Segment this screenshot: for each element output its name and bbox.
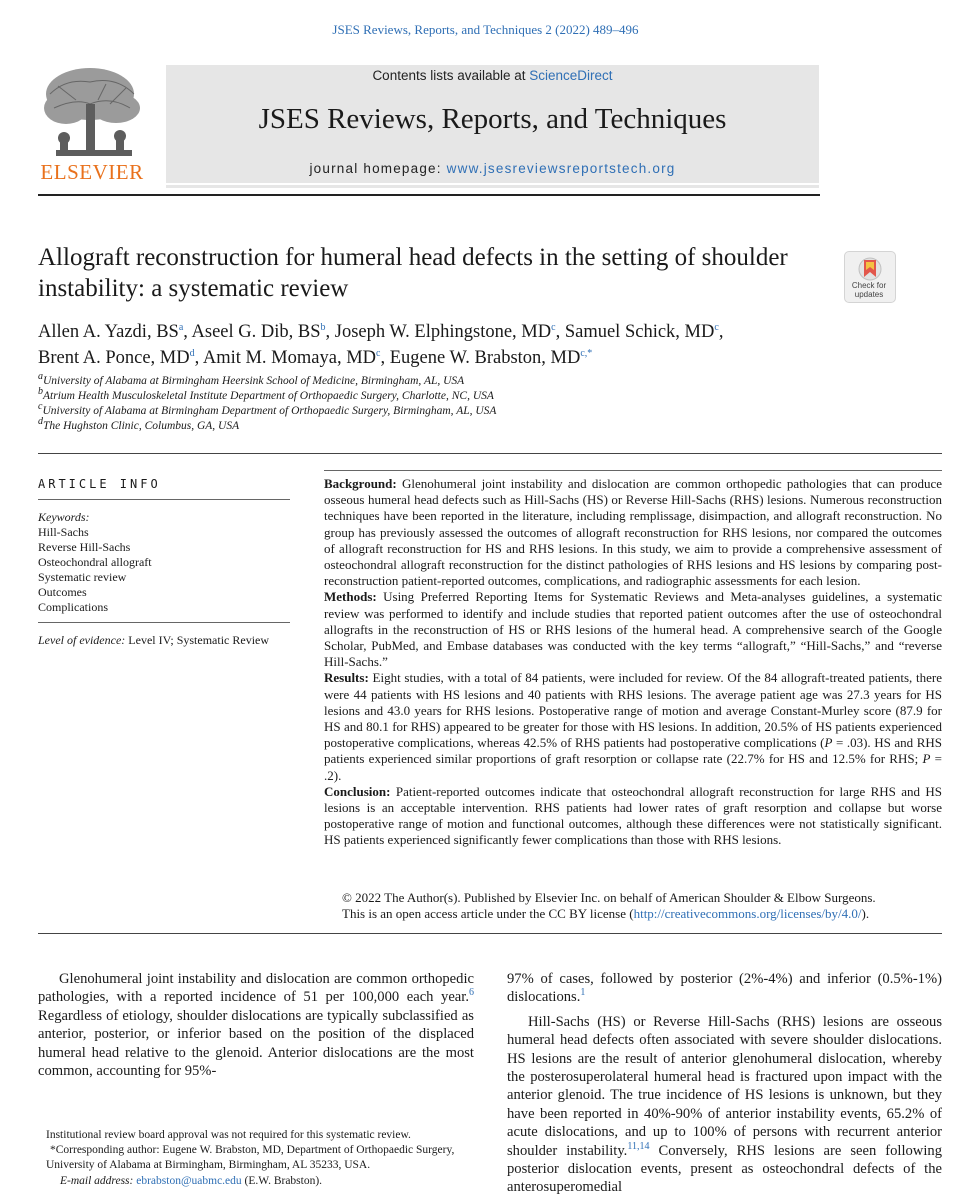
email-link[interactable]: ebrabston@uabmc.edu	[136, 1174, 242, 1187]
body-rule	[38, 933, 942, 934]
journal-citation: JSES Reviews, Reports, and Techniques 2 (2022) 489–496	[332, 22, 639, 37]
author: Amit M. Momaya, $MD^c$,	[202, 347, 390, 368]
keyword: Reverse Hill-Sachs	[38, 540, 131, 554]
author: Joseph W. Elphingstone, $MD^c$,	[334, 321, 565, 342]
corresponding-footnote: *Corresponding author: Eugene W. Brabston, MD, Department of Orthopaedic Surgery, University of Alabama at Birmingham, Birmingham, AL 35233, USA.	[46, 1144, 455, 1172]
article-info-rule	[38, 499, 290, 500]
keyword: Outcomes	[38, 585, 87, 599]
author: Eugene W. Brabston, $MD^{c,*}$	[389, 347, 593, 368]
abstract-methods: Methods: Using Preferred Reporting Items for Systematic Reviews and Meta-analyses guidelines, a systematic review was performed to identify and include studies that reported patient outcomes after the use of osteochondral allografts in the reconstruction of HS or RHS lesions of the humeral head. A comprehensive search of the Google Scholar, PubMed, and Embase databases was conducted with the key terms “allograft,” “Hill-Sachs,” and “reverse Hill-Sachs.”	[324, 589, 942, 670]
email-footnote: E-mail address: ebrabston@uabmc.edu (E.W. Brabston).	[60, 1174, 323, 1187]
article-title: Allograft reconstruction for humeral head defects in the setting of shoulder instability: a systematic review	[38, 244, 788, 302]
author: Samuel Schick, $MD^c$,	[564, 321, 724, 342]
keyword: Osteochondral allograft	[38, 555, 152, 569]
keyword: Hill-Sachs	[38, 525, 89, 539]
body-paragraph: Hill-Sachs (HS) or Reverse Hill-Sachs (RHS) lesions are osseous humeral head defects often associated with severe shoulder dislocations. HS lesions are the result of anterior glenohumeral dislocation, whereby the posterosuperolateral humeral head is fractured upon impact with the anterior glenoid. The true incidence of HS lesions is unknown, but they have been reported in 40%-90% of anterior instability events, 65.2% of acute dislocations, and up to 100% of persons with recurrent anterior shoulder instability.$^{11,14}$ Conversely, RHS lesions are seen following posterior dislocation events, present as osteochondral defects of the anterosuperomedial	[507, 1013, 942, 1196]
abstract-background: Background: Glenohumeral joint instability and dislocation are common orthopedic pathologies that can produce osseous humeral head defects such as Hill-Sachs (HS) or Reverse Hill-Sachs (RHS) lesions. Numerous reconstruction techniques have been reported in the literature, including remplissage, disimpaction, and allograft reconstruction. No group has previously assessed the outcomes of allograft reconstruction for RHS lesions, nor compared the outcomes of allograft reconstruction for HS and RHS lesions. In this study, we aim to provide a comprehensive assessment of osteochondral allograft reconstruction for the distinct pathologies of RHS lesions and HS lesions by comparing post-reconstruction patient-reported outcomes, complications, and radiographic assessments for each lesion.	[324, 476, 942, 589]
body-column-left	[38, 970, 474, 1080]
sciencedirect-link[interactable]: ScienceDirect	[529, 68, 613, 83]
citation-ref[interactable]: 11,14	[627, 1140, 650, 1152]
affiliation: $^a$University of Alabama at Birmingham Heersink School of Medicine, Birmingham, AL, USA	[38, 371, 465, 387]
section-rule	[38, 453, 942, 454]
header-rule	[38, 194, 820, 196]
affiliation: $^c$University of Alabama at Birmingham Department of Orthopaedic Surgery, Birmingham, AL, USA	[38, 401, 497, 417]
abstract-conclusion: Conclusion: Patient-reported outcomes indicate that osteochondral allograft reconstruction for large RHS and HS lesions is an acceptable intervention. RHS patients had lower rates of graft resorption and collapse but worse postoperative range of motion and functional outcomes, although these differences were not statistically significant. HS patients experienced significantly fewer complications than those with RHS lesions.	[324, 783, 942, 848]
author: Brent A. Ponce, $MD^d$,	[38, 347, 203, 368]
abstract-rule	[324, 470, 942, 471]
bookmark-icon	[845, 252, 895, 282]
keywords-label: Keywords:	[38, 510, 90, 524]
elsevier-logo	[36, 64, 148, 184]
citation-ref[interactable]: 1	[580, 987, 586, 999]
journal-title: JSES Reviews, Reports, and Techniques	[258, 103, 727, 135]
abstract-results: Results: Eight studies, with a total of 84 patients, were included for review. Of the 84 allograft-treated patients, there were 44 patients with HS lesions and 40 patients with RHS lesions. The average patient age was 27.3 years for HS lesions and 43.0 years for RHS lesions. Postoperative range of motion and average Constant-Murley score (87.9 for HS and 80.1 for RHS) appeared to be greater for those with HS lesions. In addition, 20.5% of HS patients experienced postoperative complications, whereas 42.5% of RHS patients had postoperative complications (P = .03). HS and RHS patients experienced similar proportions of graft resorption or collapse rate (22.7% for HS and 12.5% for RHS; P = .2).	[324, 670, 942, 783]
affiliation: $^d$The Hughston Clinic, Columbus, GA, USA	[38, 416, 240, 432]
article-info-heading: ARTICLE INFO	[38, 477, 161, 491]
author: Allen A. Yazdi, $BS^a$,	[38, 321, 192, 342]
level-of-evidence: Level of evidence: Level IV; Systematic Review	[38, 633, 270, 647]
keywords-block	[38, 510, 290, 615]
journal-homepage: journal homepage: www.jsesreviewsreportstech.org	[309, 161, 676, 176]
abstract	[324, 476, 942, 849]
journal-banner	[166, 65, 819, 183]
footnotes	[46, 1128, 476, 1189]
banner-strip	[166, 185, 819, 188]
keyword: Systematic review	[38, 570, 127, 584]
article-info-rule	[38, 622, 290, 623]
homepage-link[interactable]: www.jsesreviewsreportstech.org	[446, 161, 676, 176]
irb-footnote: Institutional review board approval was not required for this systematic review.	[46, 1129, 411, 1141]
copyright-notice: © 2022 The Author(s). Published by Elsevier Inc. on behalf of American Shoulder & Elbow Surgeons. This is an open access article under the CC BY license (http://creativecommons.org/licenses/by/4.0/).	[342, 890, 876, 922]
author-list	[38, 319, 868, 371]
check-for-updates-label: Check for updates	[851, 281, 887, 299]
contents-line: Contents lists available at ScienceDirect	[372, 68, 613, 83]
keyword: Complications	[38, 600, 108, 614]
elsevier-wordmark: ELSEVIER	[40, 160, 144, 184]
body-column-right	[507, 970, 942, 1197]
citation-ref[interactable]: 6	[469, 987, 474, 999]
license-link[interactable]: http://creativecommons.org/licenses/by/4.0/	[633, 906, 862, 922]
affiliation: $^b$Atrium Health Musculoskeletal Institute Department of Orthopaedic Surgery, Charlotte, NC, USA	[38, 386, 494, 402]
author: Aseel G. Dib, $BS^b$,	[191, 321, 335, 342]
body-paragraph: Glenohumeral joint instability and dislocation are common orthopedic pathologies, with a reported incidence of 51 per 100,000 each year.$^6$ Regardless of etiology, shoulder dislocations are typically subclassified as anterior, posterior, or inferior based on the position of the displaced humeral head relative to the glenoid. Anterior dislocations are the most common, accounting for 95%-	[38, 971, 474, 1080]
body-paragraph: 97% of cases, followed by posterior (2%-4%) and inferior (0.5%-1%) dislocations.$^1$	[507, 971, 942, 1006]
